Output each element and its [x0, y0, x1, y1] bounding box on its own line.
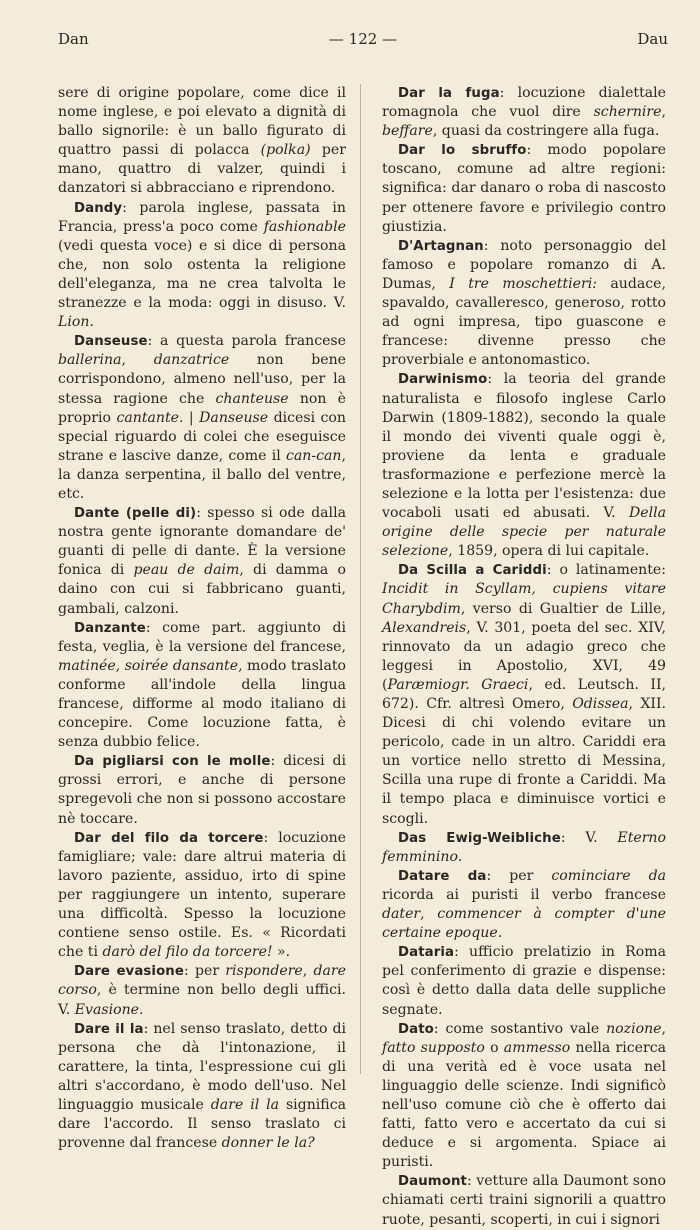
entry-text: : noto personaggio del famoso e popolare romanzo di A. Dumas, [382, 237, 666, 292]
entry-text: , [115, 657, 125, 674]
entry-italic-text: fatto supposto [382, 1039, 485, 1056]
entry-text: , V. 301, poeta del sec. XIV, rinnovato da un adagio greco che leggesi in Apostolio, XVI, 49 ( [382, 619, 666, 693]
entry-italic-text: matinée [58, 657, 116, 674]
entry-text: nella ricerca di una verità ed è voce usata nel linguaggio delle scienze. Indi significò nell'uso comune ciò che è offerto dai fatti, fatto vero e accertato da cui si deduce e si argomenta. Spiace ai puristi. [382, 1039, 667, 1171]
entry-italic-text: Odissea [572, 696, 629, 712]
entry-headword: D'Artagnan [398, 238, 484, 254]
entry-text: , [661, 104, 666, 121]
entry-italic-text: ballerina [58, 352, 122, 369]
entry-text: o [484, 1039, 504, 1056]
entry-italic-text: dare corso [58, 963, 346, 999]
entry-headword: Dar lo sbruffo [398, 143, 527, 159]
entry-text: : come sostantivo vale [433, 1020, 607, 1037]
entry-italic-text: chanteuse [215, 390, 289, 407]
dictionary-entry [58, 962, 346, 1019]
entry-italic-text: peau de daim [133, 562, 240, 579]
entry-headword: Danzante [74, 620, 146, 636]
entry-headword: Dataria [398, 945, 455, 961]
entry-text: significa dare l'accordo. Il senso traslato ci provenne dal francese [58, 1096, 346, 1152]
entry-headword: Das Ewig-Weibliche [398, 830, 561, 846]
entry-italic-text: schernire [593, 104, 662, 121]
entry-italic-text: Alexandreis [382, 619, 467, 636]
dictionary-entry [58, 829, 346, 963]
dictionary-entry [382, 1172, 666, 1229]
entry-text: : modo popolare toscano, comune ad altre regioni: significa: dar danaro o roba di nascosto per ottenere favore e privilegio contro giustizia. [382, 142, 666, 235]
entry-italic-text: beffare [382, 123, 433, 140]
entry-text: , 1859, opera di lui capitale. [448, 543, 650, 560]
entry-italic-text: darò del filo da torcere! [102, 944, 273, 961]
entry-text: , è termine non bello degli uffici. V. [58, 982, 346, 1018]
entry-text: : locuzione famigliare; vale: dare altrui materia di lavoro paziente, assiduo, irto di spine per raggiungere un intento, superare una difficoltà. Spesso la locuzione contiene senso ostile. Es. « Ricordati che ti [58, 829, 346, 961]
entry-headword: Daumont [398, 1174, 467, 1190]
dictionary-entry [58, 504, 346, 619]
entry-text: : locuzione dialettale romagnola che vuol dire [382, 85, 666, 121]
entry-text: : per [184, 963, 226, 980]
entry-text: non è proprio [58, 390, 346, 426]
dictionary-entry [382, 370, 666, 561]
entry-headword: Da pigliarsi con le molle [74, 754, 271, 770]
header-left-guide-word: Dan [58, 30, 89, 48]
running-header [58, 30, 668, 52]
dictionary-entry [58, 84, 346, 199]
entry-italic-text: Paræmiogr. Graeci [387, 676, 529, 693]
dictionary-entry [382, 561, 666, 828]
entry-italic-text: rispondere [225, 963, 303, 980]
entry-text: : la teoria del grande naturalista e filosofo inglese Carlo Darwin (1809-1882), secondo la quale il mondo dei viventi quale oggi è, proviene da lenta e graduale trasformazione e perfezione mercè la selezione e la lotta per l'esistenza: due vocaboli usati ed abusati. V. [382, 371, 666, 522]
entry-text: ». [272, 944, 291, 961]
column-divider [360, 84, 361, 1074]
dictionary-entry [382, 1020, 666, 1173]
entry-text: : o latinamente: [546, 562, 666, 579]
entry-italic-text: Danseuse [199, 409, 269, 426]
dictionary-entry [382, 829, 666, 867]
dictionary-entry [382, 867, 666, 943]
entry-text: : spesso si ode dalla nostra gente ignorante domandare de' guanti di pelle di dante. È la versione fonica di [58, 505, 346, 579]
entry-text: : per [486, 867, 552, 884]
page-number: — 122 — [328, 30, 398, 48]
entry-text: , [661, 1020, 666, 1037]
entry-headword: Darwinismo [398, 372, 488, 388]
entry-italic-text: ammesso [503, 1039, 571, 1056]
entry-italic-text: soirée dansante [124, 657, 239, 674]
entry-italic-text: Della origine delle specie per naturale selezione [382, 505, 666, 560]
entry-text: , di damma o daino con cui si fabbricano guanti, gambali, calzoni. [58, 562, 347, 617]
entry-text: : come part. aggiunto di festa, veglia, è la versione del francese, [58, 619, 346, 655]
entry-text: : dicesi di grossi errori, e anche di persone spregevoli che non si possono accostare nè toccare. [58, 753, 346, 827]
entry-headword: Dandy [74, 200, 123, 216]
entry-text: : nel senso traslato, detto di persona che dà l'intonazione, il carattere, la tinta, l'espressione cui gli altri s'accordano, è modo dell'uso. Nel linguaggio musicale [58, 1020, 346, 1113]
entry-headword: Dare il la [74, 1021, 144, 1037]
entry-headword: Dato [398, 1021, 434, 1037]
entry-italic-text: commencer à compter d'une certaine epoque. [382, 906, 666, 942]
header-right-guide-word: Dau [637, 30, 668, 48]
entry-text: ricorda ai puristi il verbo francese [382, 886, 666, 903]
entry-text: per mano, quattro di valzer, quindi i danzatori si abbracciano e riprendono. [58, 142, 346, 197]
entry-italic-text: dater [382, 906, 421, 923]
entry-text: (vedi questa voce) e si dice di persona che, non solo ostenta la religione dell'eleganza, ma ne crea talvolta le stranezze e la moda: oggi in disuso. V. [58, 237, 346, 312]
entry-text: | [183, 409, 200, 426]
entry-text: , [302, 963, 314, 980]
entry-italic-text: donner le la? [221, 1135, 315, 1152]
entry-italic-text: nozione [606, 1020, 662, 1037]
dictionary-entry [58, 752, 346, 828]
dictionary-entry [382, 237, 666, 371]
dictionary-entry [382, 943, 666, 1019]
entry-text: : vetture alla Daumont sono chiamati certi traini signorili a quattro ruote, pesanti, scoperti, in cui i signori [382, 1173, 666, 1228]
entry-italic-text: Evasione. [74, 1001, 144, 1018]
entry-text: non bene corrispondono, almeno nell'uso, per la stessa ragione che [58, 352, 346, 407]
right-column [382, 84, 666, 1230]
entry-italic-text: Incidit in Scyllam, cupiens vitare Charybdim [382, 581, 666, 617]
entry-italic-text: danzatrice [153, 352, 230, 369]
entry-text: dicesi con special riguardo di colei che eseguisce strane e lascive danze, come il [58, 409, 346, 464]
entry-text: : a questa parola francese [147, 333, 346, 350]
entry-headword: Danseuse [74, 334, 148, 350]
entry-text: , la danza serpentina, il ballo del ventre, etc. [58, 447, 346, 502]
entry-italic-text: Lion. [58, 314, 94, 331]
entry-headword: Dante (pelle di) [74, 506, 197, 522]
entry-text: , verso di Gualtier de Lille, [460, 600, 666, 617]
dictionary-entry [58, 1020, 346, 1154]
entry-text: , XII. Dicesi di chi volendo evitare un pericolo, cade in un altro. Cariddi era un vortice nello stretto di Messina, Scilla una rupe di fronte a Cariddi. Ma il tempo placa e diminuisce vortici e scogli. [382, 696, 666, 827]
entry-headword: Da Scilla a Cariddi [398, 563, 547, 579]
entry-italic-text: fashionable [263, 218, 346, 235]
left-column [58, 84, 346, 1153]
entry-text: : ufficio prelatizio in Roma pel conferimento di grazie e dispense: così è detto dalla data delle suppliche segnate. [382, 944, 666, 1018]
entry-italic-text: cantante. [116, 409, 184, 426]
entry-italic-text: I tre moschettieri: [449, 275, 597, 292]
entry-headword: Dar del filo da torcere [74, 830, 264, 846]
entry-text: : parola inglese, passata in Francia, press'a poco come [58, 199, 346, 235]
entry-text: , [420, 906, 438, 923]
entry-italic-text: cominciare da [551, 867, 666, 884]
entry-text: , modo traslato conforme all'indole della lingua francese, difforme al modo italiano di concepire. Come locuzione fatta, è senza dubbio felice. [58, 657, 346, 751]
entry-text: , ed. Leutsch. II, 672). Cfr. altresì Omero, [382, 676, 666, 712]
entry-italic-text: (polka) [260, 142, 311, 159]
entry-text: audace, spavaldo, cavalleresco, generoso, rotto ad ogni impresa, tipo guascone e francese: divenne presso che proverbiale e antonomastico. [382, 275, 666, 369]
dictionary-entry [58, 619, 346, 753]
dictionary-entry [382, 141, 666, 236]
entry-text: : V. [560, 829, 618, 846]
entry-italic-text: can-can [286, 447, 342, 464]
entry-italic-text: dare il la [210, 1096, 280, 1113]
entry-text: , quasi da costringere alla fuga. [432, 123, 660, 140]
dictionary-entry [58, 199, 346, 333]
dictionary-entry [58, 332, 346, 504]
entry-text: , [121, 352, 154, 369]
entry-headword: Datare da [398, 868, 487, 884]
entry-italic-text: Eterno femminino. [382, 829, 666, 865]
entry-text: sere di origine popolare, come dice il nome inglese, e poi elevato a dignità di ballo signorile: è un ballo figurato di quattro passi di polacca [58, 85, 346, 159]
entry-headword: Dar la fuga [398, 86, 500, 101]
dictionary-entry [382, 84, 666, 141]
entry-headword: Dare evasione [74, 964, 184, 980]
